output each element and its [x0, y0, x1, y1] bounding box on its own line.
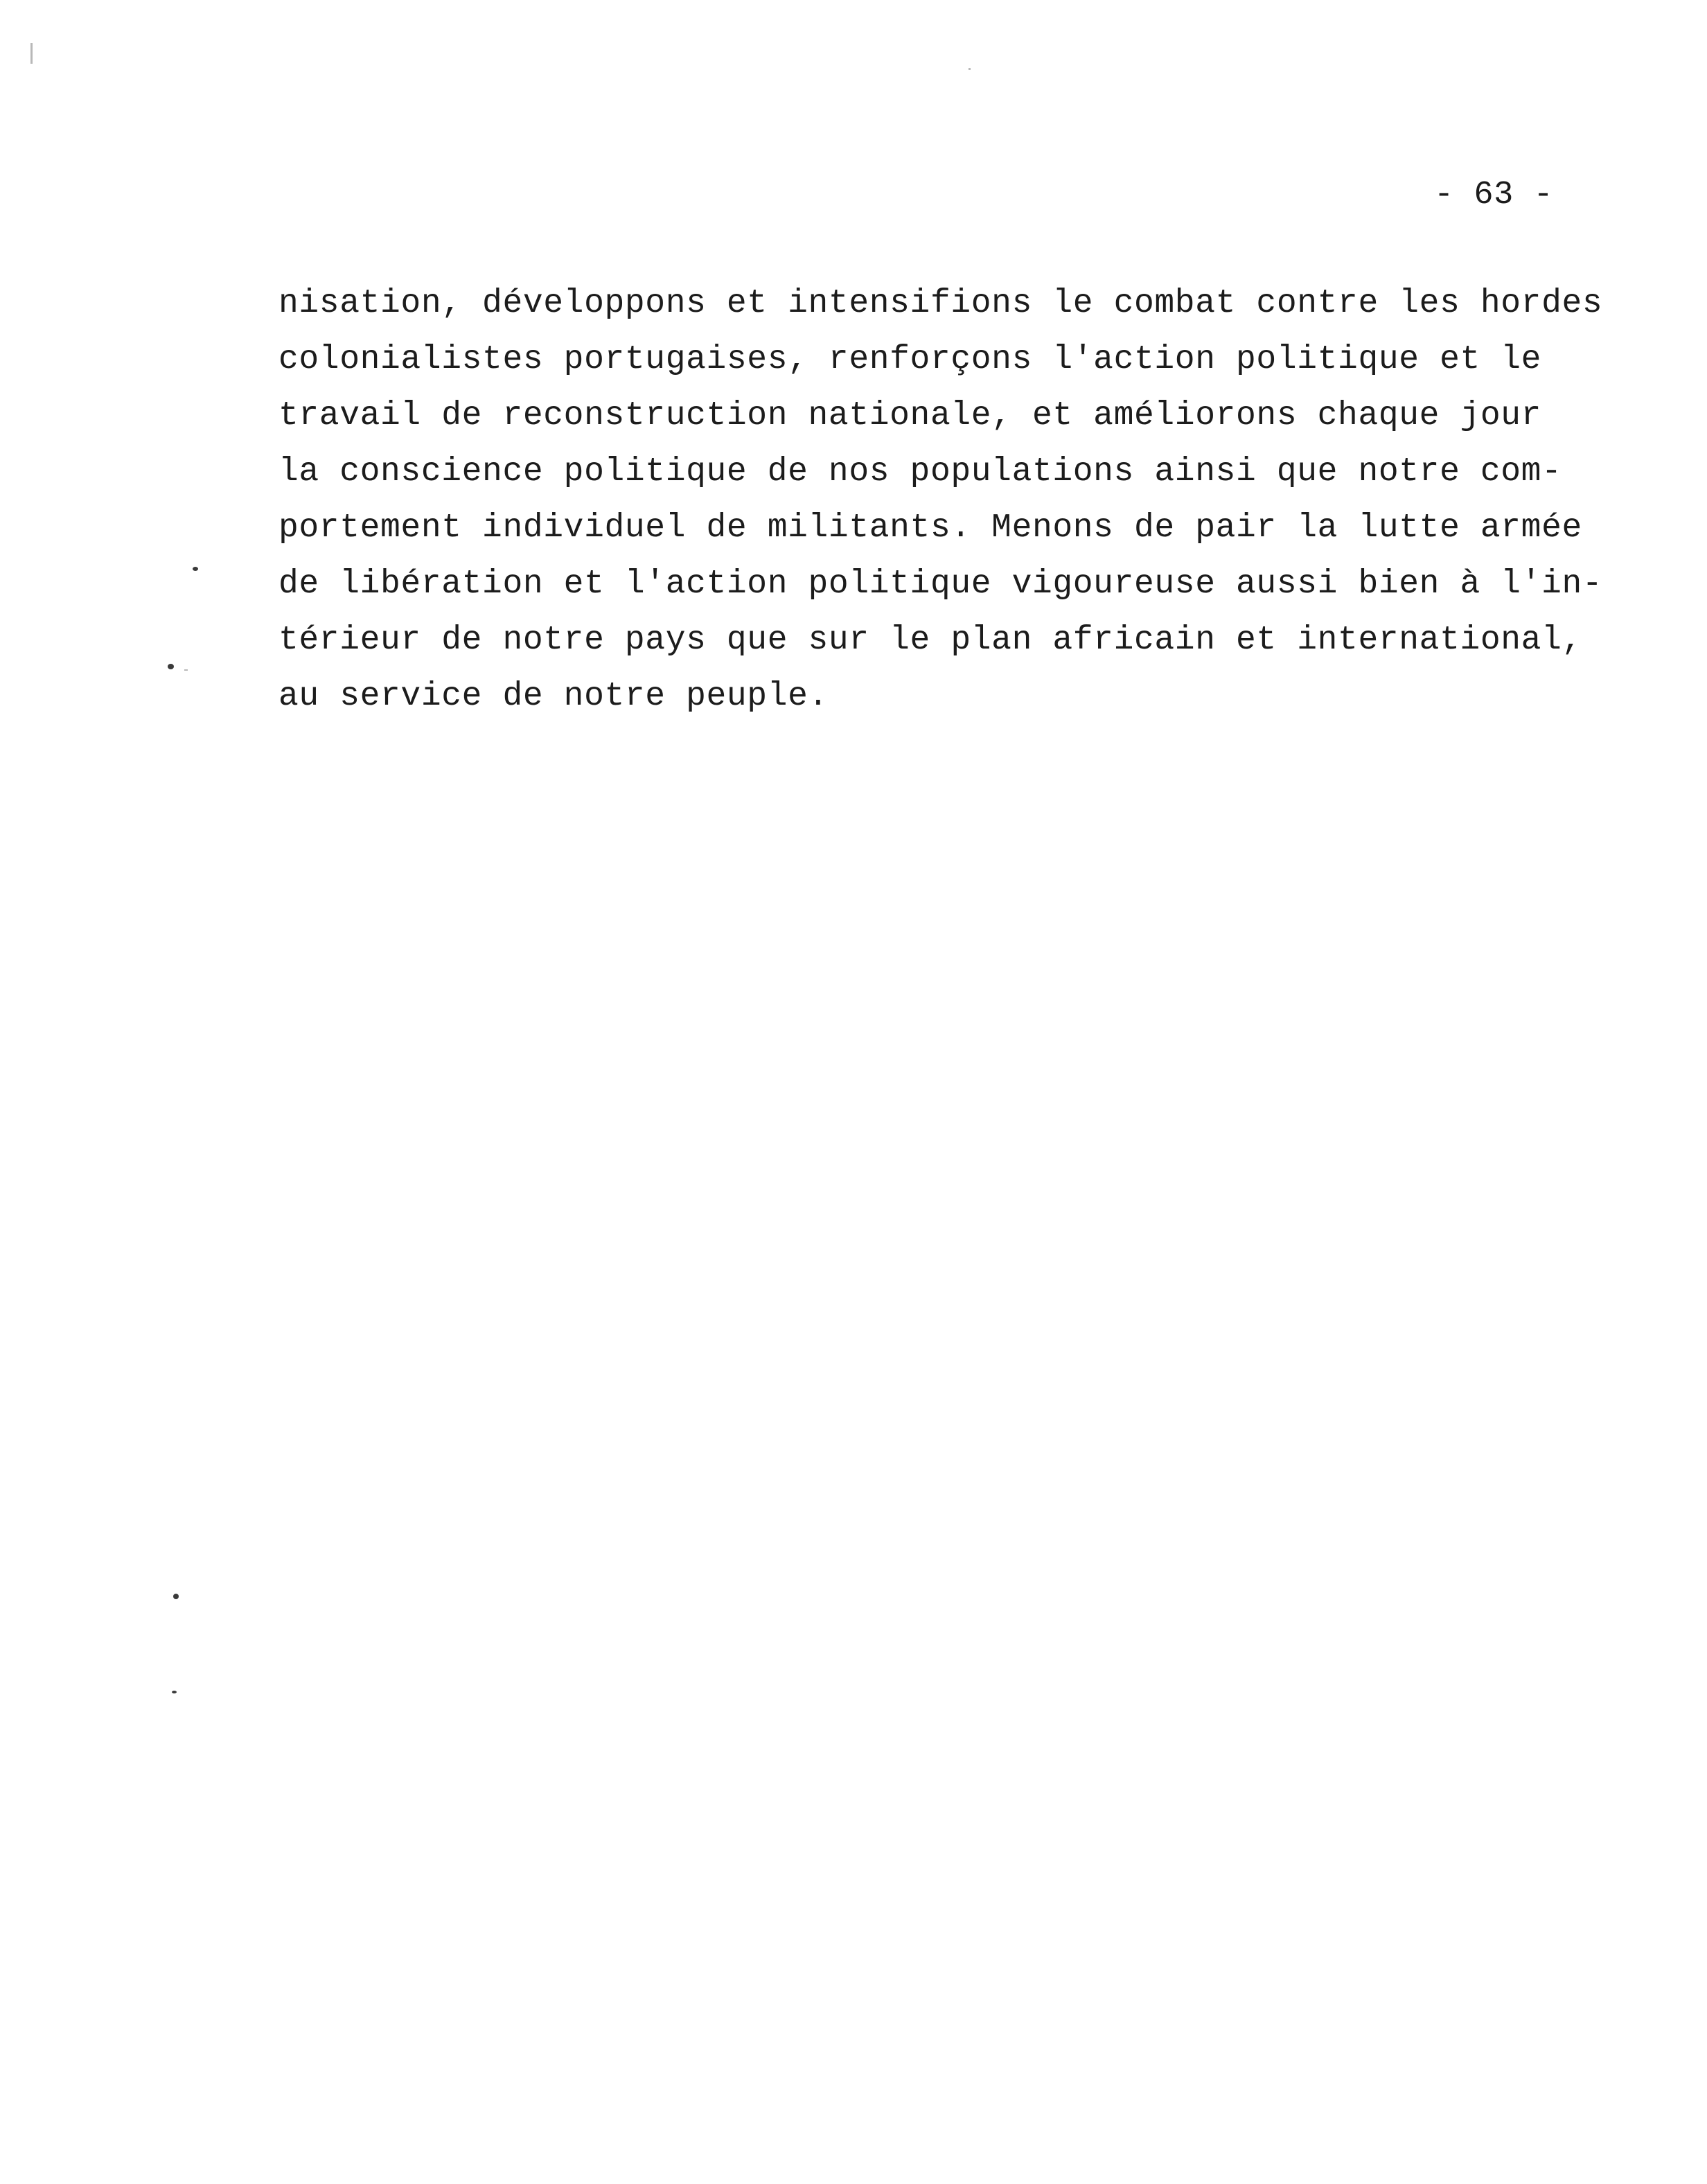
text-line: portement individuel de militants. Menons de pair la lutte armée [278, 509, 1582, 547]
page-number: - 63 - [1434, 177, 1554, 213]
text-line: de libération et l'action politique vigoureuse aussi bien à l'in- [278, 565, 1603, 603]
scan-speck [184, 669, 188, 671]
text-line: au service de notre peuple. [278, 678, 829, 715]
text-line: térieur de notre pays que sur le plan africain et international, [278, 622, 1582, 659]
body-paragraph [278, 276, 1609, 725]
text-line: la conscience politique de nos populations ainsi que notre com- [278, 453, 1562, 491]
scan-speck [172, 1691, 177, 1693]
scan-mark [30, 43, 33, 64]
text-line: colonialistes portugaises, renforçons l'action politique et le [278, 341, 1542, 378]
scan-speck [173, 1594, 179, 1599]
scan-speck [969, 68, 971, 70]
text-line: nisation, développons et intensifions le combat contre les hordes [278, 285, 1603, 322]
text-line: travail de reconstruction nationale, et améliorons chaque jour [278, 397, 1542, 434]
scan-speck [193, 567, 198, 571]
scan-speck [168, 664, 174, 669]
